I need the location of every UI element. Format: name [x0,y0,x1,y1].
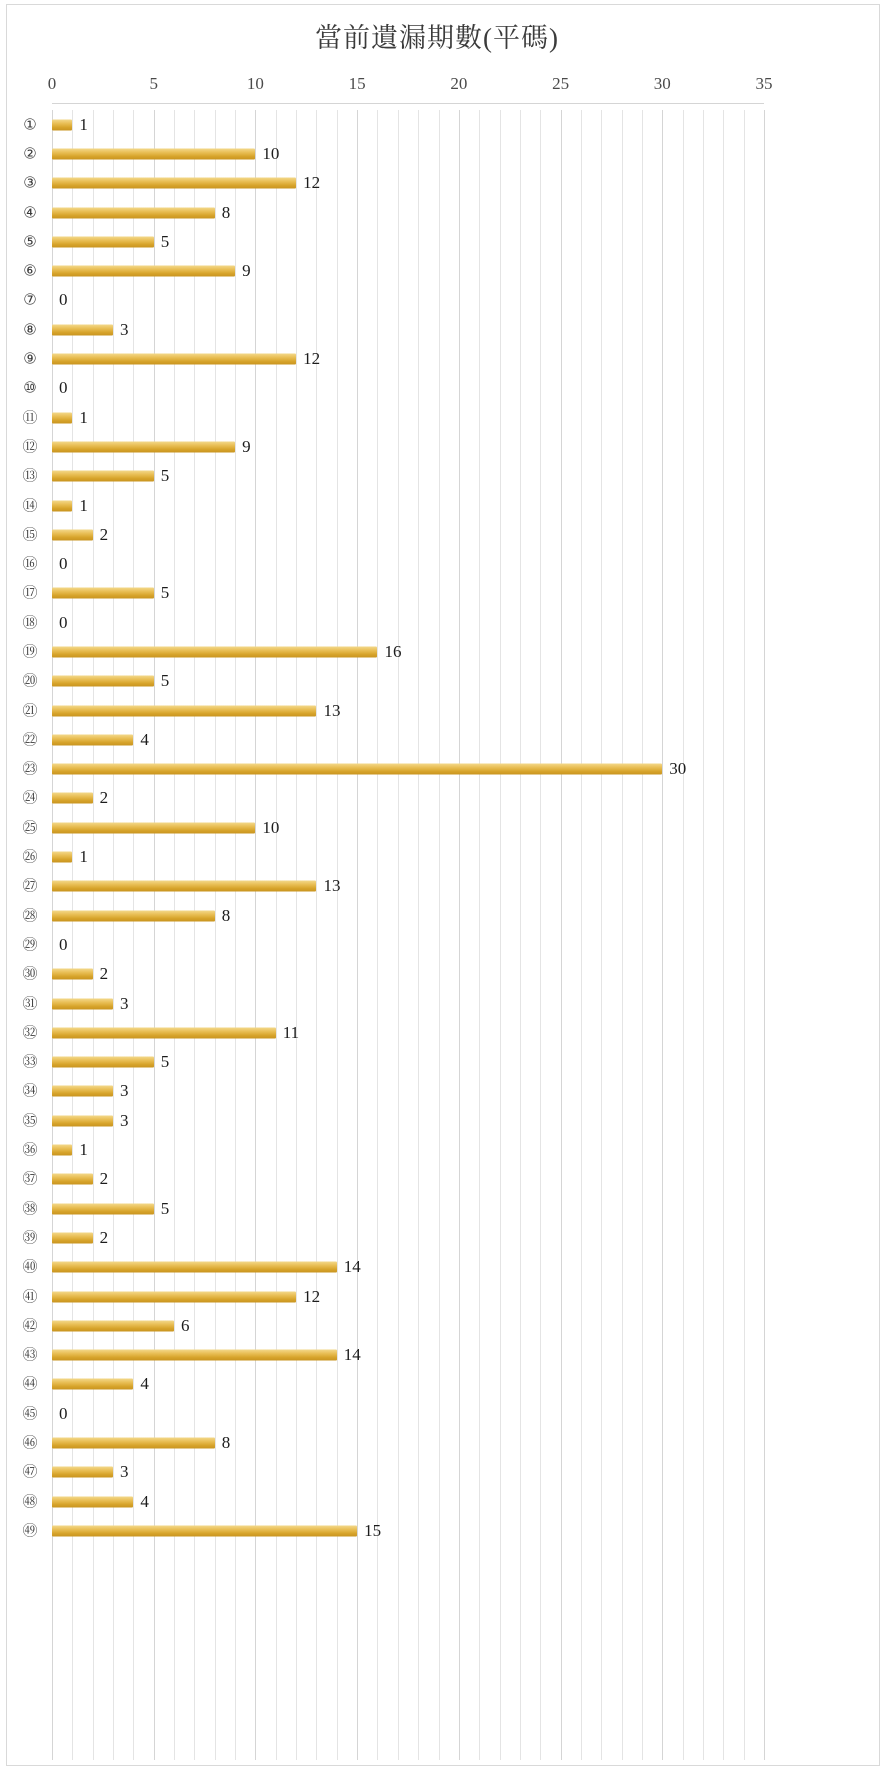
bar[interactable] [52,1467,113,1478]
bar-value-label: 16 [384,641,402,661]
category-label: ㉛ [22,994,38,1013]
bar[interactable] [52,354,296,365]
bar-row [0,520,874,549]
bar[interactable] [52,1115,113,1126]
category-label: ③ [23,173,37,192]
bar-row [0,403,874,432]
bar[interactable] [52,881,316,892]
category-label: ㊺ [22,1404,38,1423]
bar-track [52,462,764,491]
bar-row [0,227,874,256]
x-axis-line [52,103,764,104]
bar-track [52,1311,764,1340]
bar-row [0,315,874,344]
category-label: ㉑ [22,701,38,720]
bar-value-label: 5 [160,1052,170,1072]
category-label: ⑧ [23,320,37,339]
bar-value-label: 1 [79,407,88,427]
bar-row [0,1048,874,1077]
bar[interactable] [52,588,154,599]
bar-track [52,1487,764,1516]
bar-track [52,139,764,168]
bar-value-label: 6 [181,1315,190,1335]
bar[interactable] [52,1232,93,1243]
bar-track [52,1077,764,1106]
x-axis-tick-label: 25 [552,74,570,93]
bar-value-label: 1 [79,495,88,515]
bar-value-label: 13 [323,876,341,896]
bar-value-label: 30 [669,759,687,779]
bar-value-label: 0 [59,934,68,954]
bar[interactable] [52,1145,72,1156]
bar-value-label: 8 [221,1433,231,1452]
bar-row [0,608,874,637]
bar-value-label: 2 [99,1169,109,1189]
bar-track [52,1399,764,1428]
category-label: ㊵ [22,1257,38,1276]
bar-value-label: 5 [160,231,170,251]
bar[interactable] [52,705,316,716]
bar-track [52,930,764,959]
bar-track [52,169,764,198]
bar-row [0,989,874,1018]
category-label: ㉝ [22,1052,38,1071]
bar[interactable] [52,441,235,452]
bar-value-label: 8 [221,905,231,925]
bar[interactable] [52,119,72,130]
bar-value-label: 13 [323,700,341,720]
bar-value-label: 1 [79,1140,88,1160]
category-label: ㊲ [22,1169,38,1188]
bar-track [52,1370,764,1399]
bar-row [0,1340,874,1369]
category-label: ⑮ [22,525,38,544]
bar-track [52,989,764,1018]
category-label: ㊴ [22,1228,38,1247]
bar-row [0,1018,874,1047]
category-label: ⑫ [22,437,38,456]
category-label: ㉖ [22,847,38,866]
bar-value-label: 1 [79,847,88,867]
category-label: ⑬ [22,466,38,485]
bar-value-label: 14 [343,1345,361,1365]
bar-row [0,1223,874,1252]
page-title: 當前遺漏期數(平碼) [315,23,559,53]
bar[interactable] [52,1027,276,1038]
bar-track [52,286,764,315]
category-label: ㊹ [22,1374,38,1393]
bar-track [52,315,764,344]
bar-track [52,1048,764,1077]
bar-value-label: 4 [140,1491,149,1511]
category-label: ⑳ [22,671,38,690]
bar-row [0,637,874,666]
category-label: ㊷ [22,1316,38,1335]
bar[interactable] [52,207,215,218]
category-label: ⑲ [22,642,38,661]
bar[interactable] [52,471,154,482]
bar[interactable] [52,500,72,511]
bar-value-label: 2 [99,788,109,808]
bar-value-label: 3 [120,1081,129,1101]
bar-track [52,256,764,285]
category-label: ㉞ [22,1081,38,1100]
bar-track [52,227,764,256]
bar-track [52,1458,764,1487]
bar[interactable] [52,734,133,745]
category-label: ㊶ [22,1287,38,1306]
x-axis-tick-label: 35 [755,74,773,93]
bar[interactable] [52,998,113,1009]
bar-row [0,872,874,901]
bar-track [52,344,764,373]
category-label: ㊽ [22,1492,38,1511]
category-label: ⑦ [23,290,37,309]
bar-row [0,1458,874,1487]
bar-row [0,784,874,813]
bar-row [0,930,874,959]
bar-track [52,1516,764,1545]
bar[interactable] [52,529,93,540]
bar-track [52,842,764,871]
bar-value-label: 4 [140,1374,149,1394]
bar[interactable] [52,793,93,804]
bar-track [52,784,764,813]
bar-track [52,901,764,930]
bar-row [0,344,874,373]
bar-track [52,1135,764,1164]
x-axis-tick-label: 0 [47,74,57,93]
bar-track [52,1282,764,1311]
bar-track [52,608,764,637]
bar-value-label: 11 [282,1022,300,1042]
bar-value-label: 9 [242,436,251,456]
bar[interactable] [52,1057,154,1068]
category-label: ④ [23,203,37,222]
category-label: ㉜ [22,1023,38,1042]
bar-row [0,139,874,168]
category-label: ㉓ [22,759,38,778]
x-axis-tick-label: 20 [450,74,468,93]
bar-value-label: 14 [343,1257,361,1277]
bar-row [0,549,874,578]
bar-row [0,1077,874,1106]
bar-row [0,579,874,608]
bar-track [52,1165,764,1194]
bar-value-label: 5 [160,466,170,486]
bar-row [0,256,874,285]
category-label: ㉗ [22,876,38,895]
bar-track [52,374,764,403]
bar[interactable] [52,1203,154,1214]
bar-value-label: 2 [99,1227,109,1247]
category-label: ⑪ [22,408,38,427]
bar[interactable] [52,1262,337,1273]
x-axis-tick-label: 15 [348,74,366,93]
bar[interactable] [52,1438,215,1449]
bar[interactable] [52,646,377,657]
category-label: ㉚ [22,964,38,983]
bar-value-label: 12 [303,173,321,193]
bar[interactable] [52,1174,93,1185]
bar[interactable] [52,236,154,247]
bar[interactable] [52,910,215,921]
bar-track [52,198,764,227]
bar-row [0,491,874,520]
bar[interactable] [52,1291,296,1302]
category-label: ㉒ [22,730,38,749]
bar[interactable] [52,1320,174,1331]
bar[interactable] [52,1350,337,1361]
bar-value-label: 10 [262,817,280,837]
bar-value-label: 4 [140,729,149,749]
bar-track [52,1253,764,1282]
bar-row [0,1165,874,1194]
bar-value-label: 9 [242,261,251,281]
bar-value-label: 2 [99,964,109,984]
category-label: ⑤ [23,232,37,251]
bar-row [0,842,874,871]
bar-value-label: 0 [59,378,68,398]
bar-track [52,872,764,901]
category-label: ㉕ [22,818,38,837]
category-label: ② [23,144,37,163]
bar-value-label: 2 [99,524,109,544]
bar-row [0,198,874,227]
bar-row [0,432,874,461]
category-label: ㉙ [22,935,38,954]
bar-value-label: 3 [120,319,129,339]
bar-rows [0,110,874,1546]
bar-row [0,1311,874,1340]
bar-track [52,403,764,432]
bar-value-label: 8 [221,202,231,222]
bar-row [0,1106,874,1135]
bar-track [52,637,764,666]
bar-value-label: 5 [160,671,170,691]
category-label: ⑩ [23,378,37,397]
category-label: ⑥ [23,261,37,280]
x-axis-tick-label: 5 [149,74,158,93]
category-label: ㉔ [22,788,38,807]
bar-row [0,725,874,754]
bar-row [0,1399,874,1428]
category-label: ㊳ [22,1199,38,1218]
bar-track [52,960,764,989]
bar-track [52,667,764,696]
bar-value-label: 3 [120,1110,129,1130]
bar-value-label: 3 [120,1462,129,1482]
bar[interactable] [52,1525,357,1536]
bar-value-label: 0 [59,554,68,574]
bar-value-label: 15 [364,1520,382,1540]
bar-value-label: 1 [79,114,88,134]
bar-row [0,1135,874,1164]
bar-value-label: 5 [160,583,170,603]
bar-row [0,960,874,989]
category-label: ㊻ [22,1433,38,1452]
bar-row [0,169,874,198]
bar-row [0,374,874,403]
bar-track [52,755,764,784]
bar-value-label: 0 [59,290,68,310]
category-label: ⑱ [22,613,38,632]
bar-value-label: 12 [303,349,321,369]
bar-value-label: 5 [160,1198,170,1218]
bar-row [0,1516,874,1545]
category-label: ㊾ [22,1521,38,1540]
bar[interactable] [52,266,235,277]
bar[interactable] [52,852,72,863]
bar[interactable] [52,148,255,159]
bar[interactable] [52,412,72,423]
bar[interactable] [52,1496,133,1507]
bar-row [0,462,874,491]
bar-row [0,1253,874,1282]
bar[interactable] [52,969,93,980]
bar-row [0,1194,874,1223]
category-label: ⑨ [23,349,37,368]
category-label: ⑯ [22,554,38,573]
bar-row [0,1370,874,1399]
bar[interactable] [52,1086,113,1097]
bar-row [0,286,874,315]
bar[interactable] [52,822,255,833]
bar-track [52,1194,764,1223]
bar[interactable] [52,764,662,775]
category-label: ⑰ [22,583,38,602]
category-label: ⑭ [22,496,38,514]
bar-track [52,432,764,461]
bar[interactable] [52,324,113,335]
bar-track [52,1223,764,1252]
bar-value-label: 0 [59,1403,68,1423]
bar-track [52,725,764,754]
bar-value-label: 10 [262,143,280,163]
bar[interactable] [52,676,154,687]
bar-value-label: 12 [303,1286,321,1306]
bar-track [52,491,764,520]
bar[interactable] [52,1379,133,1390]
bar-value-label: 3 [120,993,129,1013]
bar-row [0,1487,874,1516]
bar-row [0,901,874,930]
bar-track [52,1428,764,1457]
bar-row [0,696,874,725]
bar[interactable] [52,178,296,189]
bar-track [52,520,764,549]
bar-track [52,110,764,139]
bar-row [0,667,874,696]
category-label: ㉟ [22,1111,38,1130]
bar-track [52,549,764,578]
category-label: ① [23,115,37,134]
category-label: ㊸ [22,1345,38,1364]
bar-track [52,696,764,725]
bar-row [0,813,874,842]
bar-track [52,1106,764,1135]
category-label: ㊱ [22,1140,38,1159]
x-axis-tick-label: 30 [653,74,671,93]
bar-value-label: 0 [59,612,68,632]
bar-row [0,755,874,784]
bar-track [52,1340,764,1369]
x-axis-tick-label: 10 [246,74,264,93]
bar-row [0,1428,874,1457]
bar-track [52,579,764,608]
bar-track [52,813,764,842]
bar-row [0,1282,874,1311]
bar-row [0,110,874,139]
category-label: ㊼ [22,1462,38,1481]
bar-track [52,1018,764,1047]
category-label: ㉘ [22,906,38,925]
